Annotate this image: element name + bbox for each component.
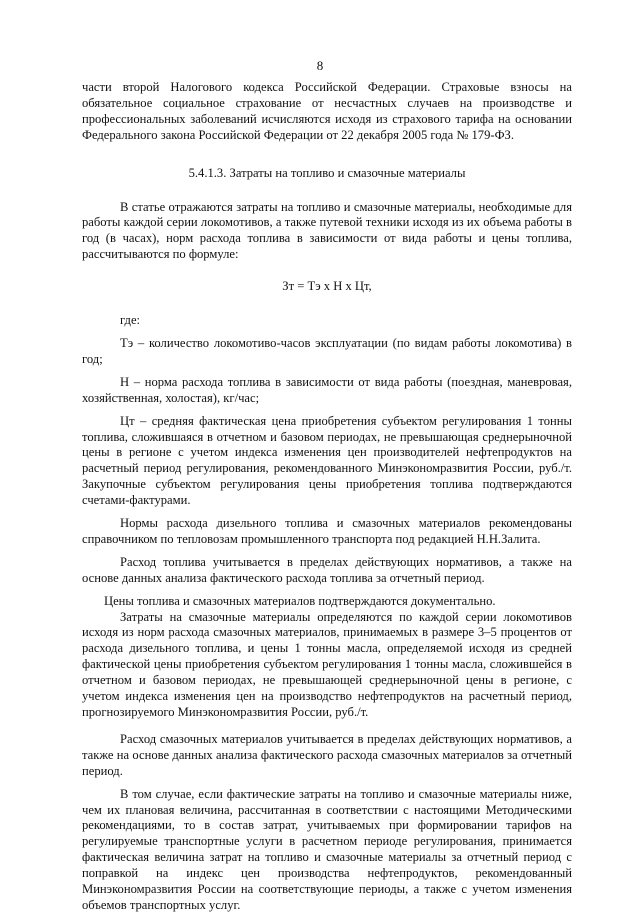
definition-n: Н – норма расхода топлива в зависимости от вида работы (поездная, маневровая, хозяйственная, холостая), кг/час; xyxy=(82,374,572,405)
definition-ct: Цт – средняя фактическая цена приобретения субъектом регулирования 1 тонны топлива, сложившаяся в отчетном и базовом периодах, не превышающая среднерыночной цены в регионе с учетом индекса изменения цен производителей нефтепродуктов на расчетный период регулирования, рекомендованного Минэкономразвития России, руб./т. Закупочные субъектом регулирования цены приобретения топлива подтверждаются счетами-фактурами. xyxy=(82,413,572,508)
paragraph-lubricant-expense: Расход смазочных материалов учитывается в пределах действующих нормативов, а также на основе данных анализа фактического расхода смазочных материалов за отчетный период. xyxy=(82,731,572,778)
paragraph-intro: В статье отражаются затраты на топливо и смазочные материалы, необходимые для работы каждой серии локомотивов, а также путевой техники исходя из их объема работы в год (в часах), норм расхода топлива в зависимости от вида работы и цены топлива, рассчитываются по формуле: xyxy=(82,199,572,262)
paragraph-lubricants: Затраты на смазочные материалы определяются по каждой серии локомотивов исходя из норм расхода смазочных материалов, принимаемых в размере 3–5 процентов от расхода дизельного топлива, и цены 1 тонны масла, определяемой исходя из средней фактической цены приобретения субъектом регулирования 1 тонны масла, сложившейся в отчетном и базовом периодах, не превышающей среднерыночной цены в регионе, с учетом индекса изменения цен на производство нефтепродуктов на расчетный период, прогнозируемого Минэкономразвития России, руб./т. xyxy=(82,609,572,719)
document-body xyxy=(82,80,572,914)
paragraph-tax-continuation: части второй Налогового кодекса Российской Федерации. Страховые взносы на обязательное социальное страхование от несчастных случаев на производстве и профессиональных заболеваний исчисляются исходя из страхового тарифа на основании Федерального закона Российской Федерации от 22 декабря 2005 года № 179-ФЗ. xyxy=(82,80,572,142)
section-heading: 5.4.1.3. Затраты на топливо и смазочные материалы xyxy=(188,165,466,180)
paragraph-actual-costs: В том случае, если фактические затраты на топливо и смазочные материалы ниже, чем их плановая величина, рассчитанная в соответствии с настоящими Методическими рекомендациями, то в состав затрат, учитываемых при формировании тарифов на регулируемые транспортные услуги в расчетном периоде регулирования, принимается фактическая величина затрат на топливо и смазочные материалы за отчетный период с поправкой на индекс цен производства нефтепродуктов, рекомендованный Минэкономразвития России на соответствующие периоды, а также с учетом изменения объемов транспортных услуг. xyxy=(82,786,572,912)
formula-where-label: где: xyxy=(120,313,141,328)
paragraph-norms: Нормы расхода дизельного топлива и смазочных материалов рекомендованы справочником по тепловозам промышленного транспорта под редакцией Н.Н.Залита. xyxy=(82,516,572,546)
paragraph-fuel-expense: Расход топлива учитывается в пределах действующих нормативов, а также на основе данных анализа фактического расхода топлива за отчетный период. xyxy=(82,554,572,585)
definition-te: Тэ – количество локомотиво-часов эксплуатации (по видам работы локомотива) в год; xyxy=(82,335,572,366)
page-number: 8 xyxy=(316,58,324,73)
fuel-cost-formula: Зт = Тэ х Н х Цт, xyxy=(282,279,372,294)
paragraph-prices: Цены топлива и смазочных материалов подтверждаются документально. xyxy=(104,593,496,608)
